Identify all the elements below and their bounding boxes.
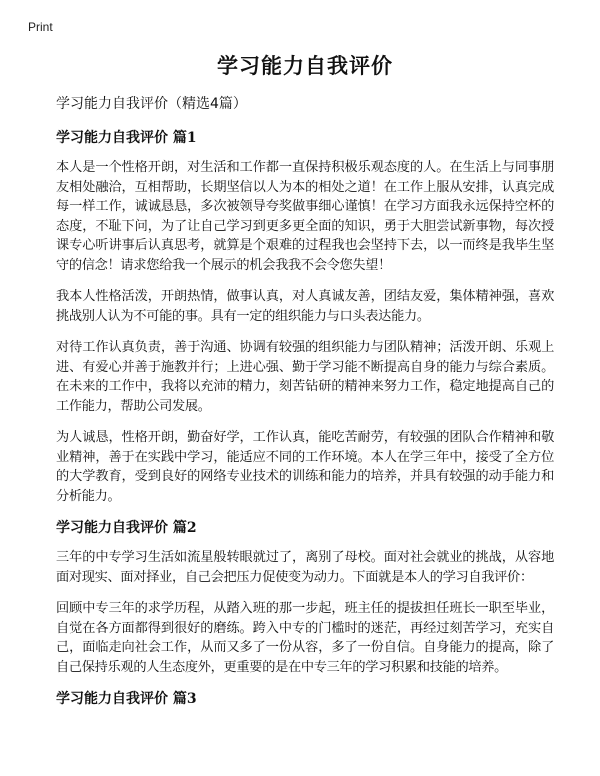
- section-1: [56, 128, 554, 506]
- section-heading: 学习能力自我评价 篇3: [56, 691, 197, 707]
- paragraph: 对待工作认真负责，善于沟通、协调有较强的组织能力与团队精神；活泼开朗、乐观上进、有爱心并善于施教并行；上进心强、勤于学习能不断提高自身的能力与综合素质。在未来的工作中，我将以充沛的精力，刻苦钻研的精神来努力工作，稳定地提高自己的工作能力，帮助公司发展。: [56, 340, 554, 414]
- section-heading: 学习能力自我评价 篇2: [56, 520, 197, 536]
- document-subtitle: 学习能力自我评价（精选4篇）: [56, 96, 247, 112]
- section-2: [56, 518, 554, 677]
- paragraph: 本人是一个性格开朗，对生活和工作都一直保持积极乐观态度的人。在生活上与同事朋友相处融洽，互相帮助，长期坚信以人为本的相处之道！在工作上服从安排，认真完成每一样工作，诚诚恳恳，多次被领导夸奖做事细心谨慎！在学习方面我永远保持空杯的态度，不耻下问，为了让自己学习到更多更全面的知识，勇于大胆尝试新事物，每次授课专心听讲事后认真思考，就算是个艰难的过程我也会坚持下去，以一而终是我毕生坚守的信念！请求您给我一个展示的机会我我不会令您失望！: [56, 160, 554, 273]
- paragraph: 为人诚恳，性格开朗，勤奋好学，工作认真，能吃苦耐劳，有较强的团队合作精神和敬业精神，善于在实践中学习，能适应不同的工作环境。本人在学三年中，接受了全方位的大学教育，受到良好的网络专业技术的训练和能力的培养，并具有较强的动手能力和分析能力。: [56, 430, 554, 504]
- document-page: [56, 52, 554, 719]
- document-title: 学习能力自我评价: [217, 53, 393, 78]
- paragraph: 我本人性格活泼，开朗热情，做事认真，对人真诚友善，团结友爱，集体精神强，喜欢挑战别人认为不可能的事。具有一定的组织能力与口头表达能力。: [56, 289, 554, 324]
- section-heading: 学习能力自我评价 篇1: [56, 130, 197, 146]
- section-3: [56, 689, 554, 709]
- print-link[interactable]: Print: [28, 20, 53, 34]
- paragraph: 回顾中专三年的求学历程，从踏入班的那一步起，班主任的提拔担任班长一职至毕业，自觉在各方面都得到很好的磨练。跨入中专的门槛时的迷茫，再经过刻苦学习，充实自己，面临走向社会工作，从而又多了一份从容，多了一份自信。自身能力的提高，除了自己保持乐观的人生态度外，更重要的是在中专三年的学习积累和技能的培养。: [56, 601, 554, 675]
- paragraph: 三年的中专学习生活如流星般转眼就过了，离别了母校。面对社会就业的挑战，从容地面对现实、面对择业，自己会把压力促使变为动力。下面就是本人的学习自我评价：: [56, 550, 554, 585]
